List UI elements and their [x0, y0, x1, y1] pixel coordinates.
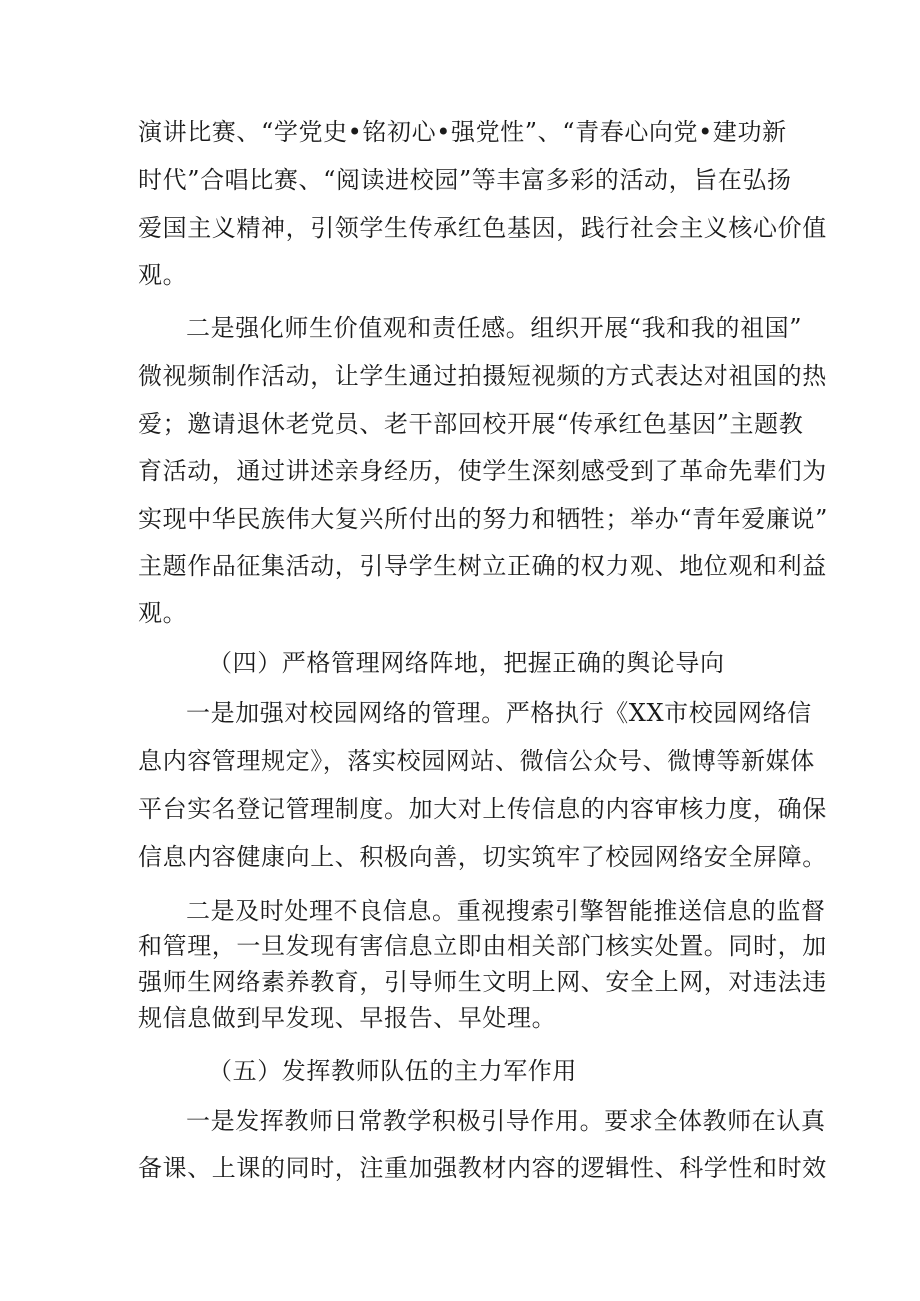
body-line: 时代”合唱比赛、“阅读进校园”等丰富多彩的活动，旨在弘扬 — [138, 166, 792, 194]
body-line: 微视频制作活动，让学生通过拍摄短视频的方式表达对祖国的热 — [138, 362, 827, 390]
paragraph-first-line: 一是加强对校园网络的管理。严格执行《XX市校园网络信 — [186, 699, 812, 727]
body-line: 信息内容健康向上、积极向善，切实筑牢了校园网络安全屏障。 — [138, 843, 827, 871]
paragraph-first-line: 一是发挥教师日常教学积极引导作用。要求全体教师在认真 — [186, 1107, 826, 1135]
section-heading: （五）发挥教师队伍的主力军作用 — [208, 1057, 577, 1085]
body-line: 实现中华民族伟大复兴所付出的努力和牺牲；举办“青年爱廉说” — [138, 505, 828, 533]
body-line: 观。 — [138, 261, 188, 289]
body-line: 和管理，一旦发现有害信息立即由相关部门核实处置。同时，加 — [138, 932, 827, 960]
body-line: 强师生网络素养教育，引导师生文明上网、安全上网，对违法违 — [138, 968, 827, 996]
body-line: 主题作品征集活动，引导学生树立正确的权力观、地位观和利益 — [138, 552, 827, 580]
body-line: 育活动，通过讲述亲身经历，使学生深刻感受到了革命先辈们为 — [138, 457, 827, 485]
paragraph-first-line: 二是及时处理不良信息。重视搜索引擎智能推送信息的监督 — [186, 897, 826, 925]
body-line: 平台实名登记管理制度。加大对上传信息的内容审核力度，确保 — [138, 795, 827, 823]
body-line: 息内容管理规定》，落实校园网站、微信公众号、微博等新媒体 — [138, 747, 815, 775]
paragraph-first-line: 二是强化师生价值观和责任感。组织开展“我和我的祖国” — [186, 314, 803, 342]
body-line: 爱；邀请退休老党员、老干部回校开展“传承红色基因”主题教 — [138, 410, 804, 438]
body-line: 演讲比赛、“学党史•铭初心•强党性”、“青春心向党•建功新 — [138, 118, 787, 146]
body-line: 观。 — [138, 599, 188, 627]
body-line: 规信息做到早发现、早报告、早处理。 — [138, 1004, 557, 1032]
section-heading: （四）严格管理网络阵地，把握正确的舆论导向 — [208, 649, 725, 677]
body-line: 爱国主义精神，引领学生传承红色基因，践行社会主义核心价值 — [138, 214, 827, 242]
body-line: 备课、上课的同时，注重加强教材内容的逻辑性、科学性和时效 — [138, 1154, 827, 1182]
